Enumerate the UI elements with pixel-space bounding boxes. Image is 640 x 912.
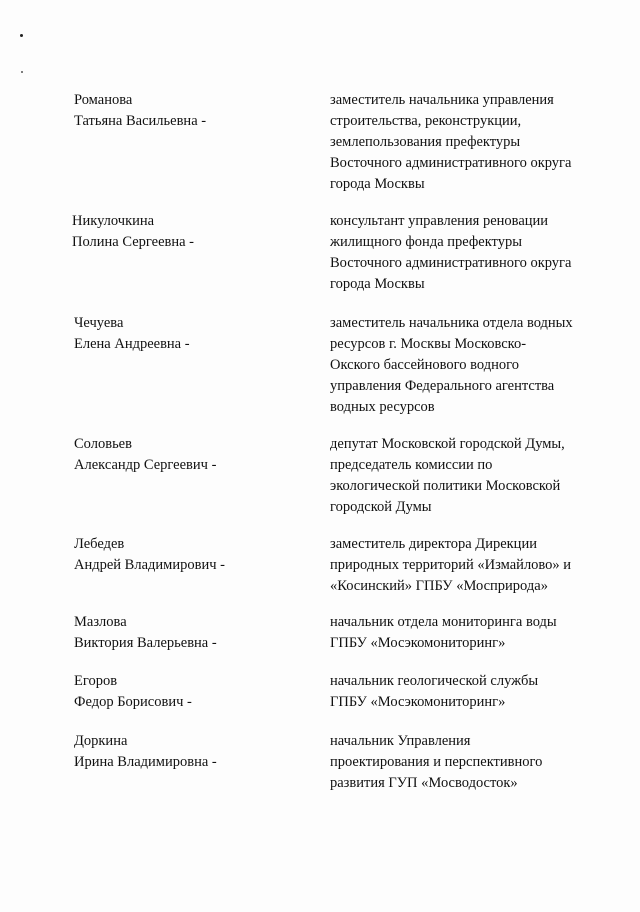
position-line: проектирования и перспективного <box>330 754 543 770</box>
member-given-names: Федор Борисович - <box>74 694 192 710</box>
position-line: города Москвы <box>330 176 425 192</box>
position-line: председатель комиссии по <box>330 457 493 473</box>
position-line: заместитель начальника управления <box>330 92 554 108</box>
member-position <box>330 211 600 295</box>
member-position <box>330 534 600 597</box>
member-given-names: Виктория Валерьевна - <box>74 635 217 651</box>
position-line: управления Федерального агентства <box>330 378 555 394</box>
member-position <box>330 671 600 713</box>
member-surname: Соловьев <box>74 436 132 452</box>
position-line: города Москвы <box>330 276 425 292</box>
member-surname: Доркина <box>74 733 128 749</box>
member-surname: Егоров <box>74 673 118 689</box>
position-line: Восточного административного округа <box>330 255 572 271</box>
position-line: депутат Московской городской Думы, <box>330 436 565 452</box>
member-name <box>74 534 304 576</box>
member-surname: Романова <box>74 92 133 108</box>
member-given-names: Андрей Владимирович - <box>74 557 225 573</box>
position-line: жилищного фонда префектуры <box>330 234 522 250</box>
position-line: ресурсов г. Москвы Московско- <box>330 336 527 352</box>
scan-speck <box>20 34 23 37</box>
position-line: Окского бассейнового водного <box>330 357 519 373</box>
position-line: землепользования префектуры <box>330 134 521 150</box>
scan-speck <box>21 71 23 73</box>
position-line: Восточного административного округа <box>330 155 572 171</box>
position-line: начальник отдела мониторинга воды <box>330 614 557 630</box>
member-surname: Лебедев <box>74 536 125 552</box>
member-position <box>330 90 600 195</box>
position-line: «Косинский» ГПБУ «Мосприрода» <box>330 578 548 594</box>
position-line: водных ресурсов <box>330 399 435 415</box>
member-position <box>330 313 600 418</box>
member-name <box>74 731 304 773</box>
position-line: строительства, реконструкции, <box>330 113 522 129</box>
position-line: ГПБУ «Мосэкомониторинг» <box>330 635 506 651</box>
member-given-names: Александр Сергеевич - <box>74 457 217 473</box>
position-line: начальник Управления <box>330 733 471 749</box>
position-line: заместитель директора Дирекции <box>330 536 537 552</box>
member-given-names: Елена Андреевна - <box>74 336 190 352</box>
member-position <box>330 731 600 794</box>
member-name <box>74 612 304 654</box>
member-name <box>74 671 304 713</box>
member-name <box>74 90 304 132</box>
position-line: начальник геологической службы <box>330 673 539 689</box>
member-position <box>330 434 600 518</box>
member-name <box>72 211 302 253</box>
position-line: экологической политики Московской <box>330 478 561 494</box>
member-given-names: Полина Сергеевна - <box>72 234 195 250</box>
member-name <box>74 434 304 476</box>
member-surname: Мазлова <box>74 614 127 630</box>
member-surname: Чечуева <box>74 315 124 331</box>
position-line: развития ГУП «Мосводосток» <box>330 775 518 791</box>
position-line: ГПБУ «Мосэкомониторинг» <box>330 694 506 710</box>
member-given-names: Ирина Владимировна - <box>74 754 217 770</box>
position-line: консультант управления реновации <box>330 213 549 229</box>
member-name <box>74 313 304 355</box>
member-given-names: Татьяна Васильевна - <box>74 113 207 129</box>
member-position <box>330 612 600 654</box>
position-line: городской Думы <box>330 499 432 515</box>
position-line: природных территорий «Измайлово» и <box>330 557 572 573</box>
position-line: заместитель начальника отдела водных <box>330 315 573 331</box>
member-surname: Никулочкина <box>72 213 155 229</box>
